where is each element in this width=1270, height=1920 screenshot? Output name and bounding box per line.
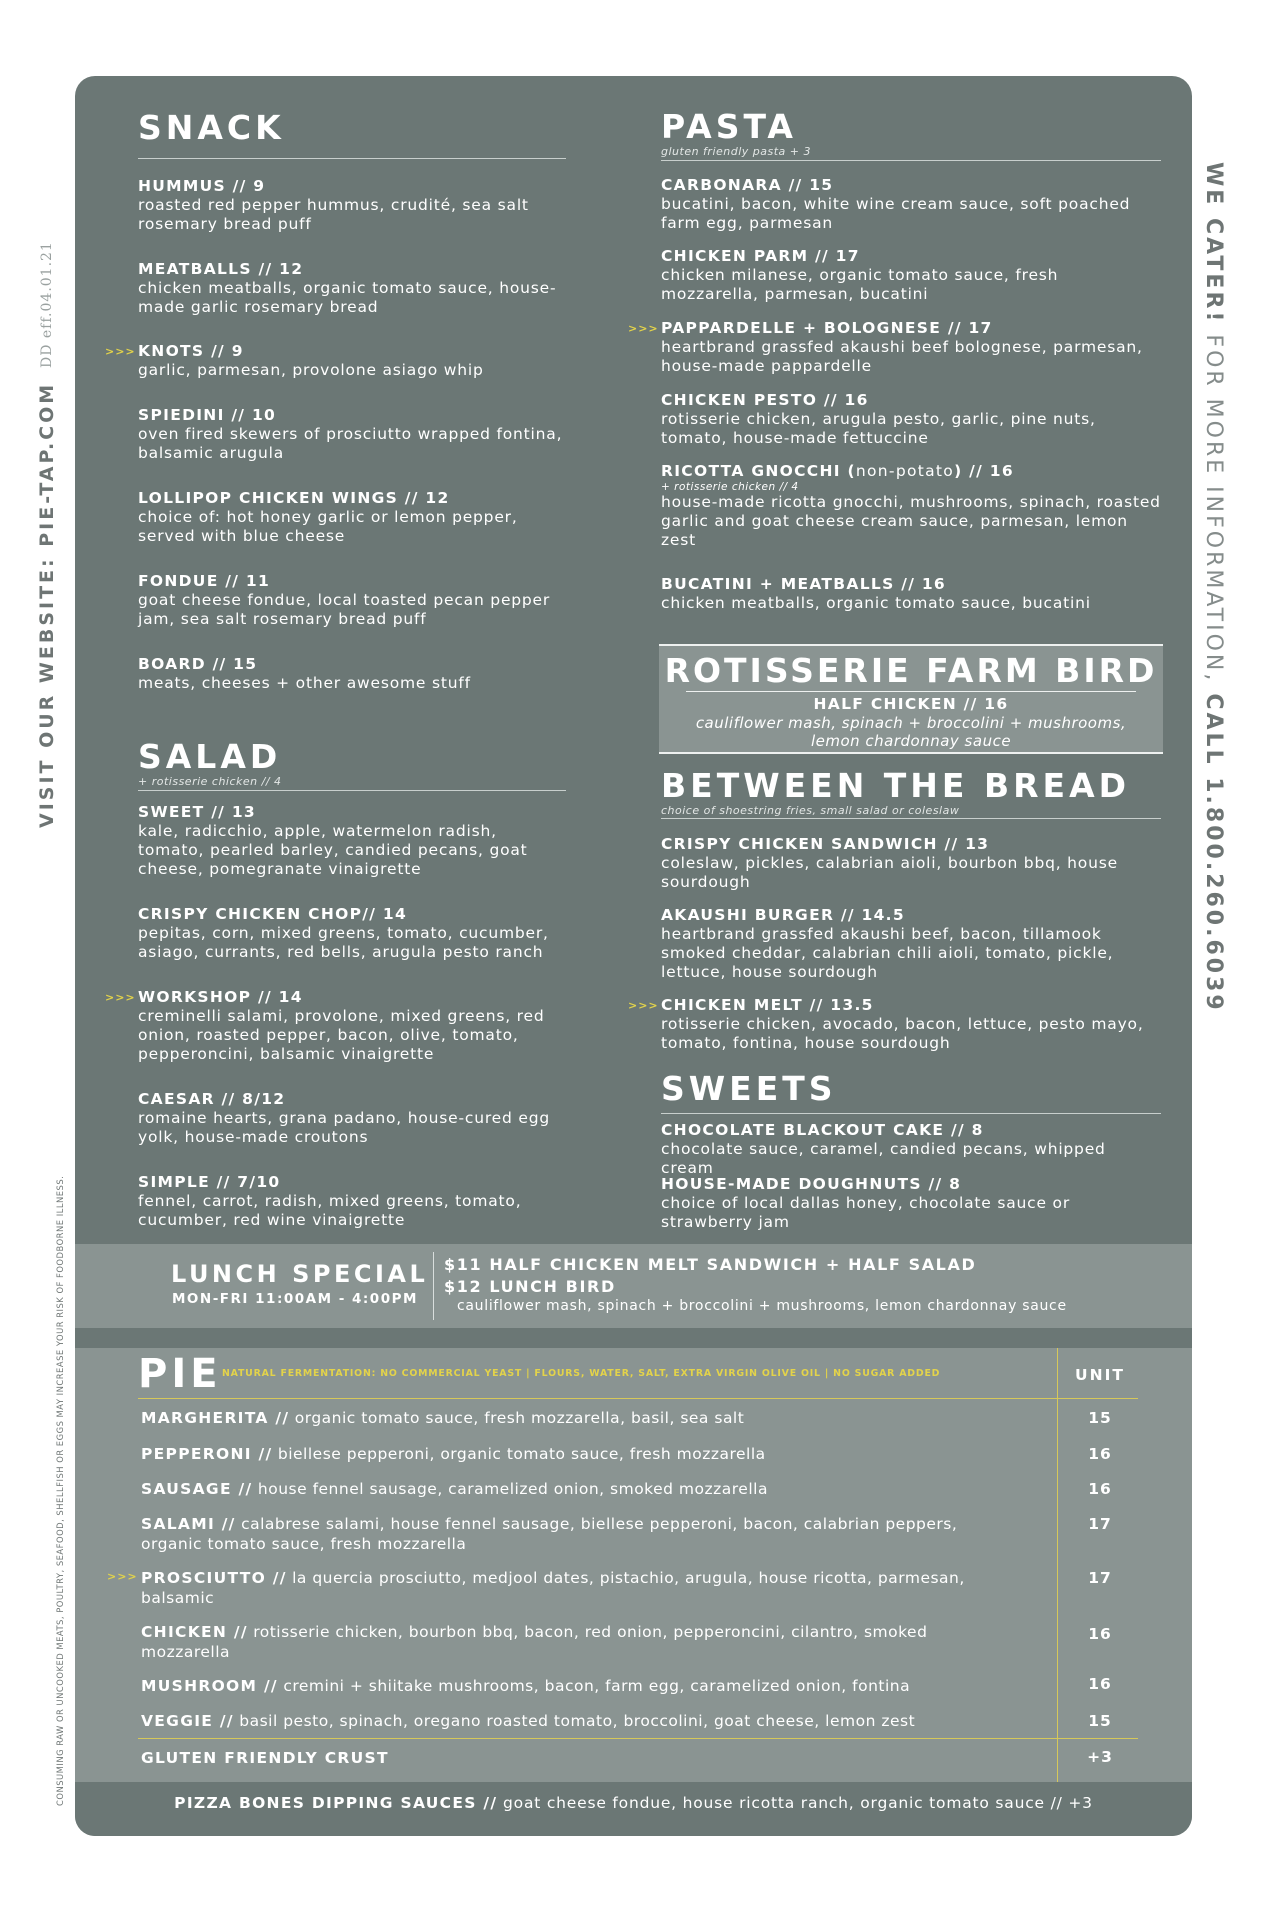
item-name: FONDUE // 11 — [138, 572, 271, 590]
menu-item — [138, 655, 566, 693]
pie-row — [141, 1479, 991, 1498]
item-subnote: + rotisserie chicken // 4 — [661, 481, 799, 493]
rotisserie-rule — [686, 691, 1136, 692]
cater-bold: WE CATER! — [1201, 162, 1226, 325]
menu-item — [661, 1175, 1161, 1232]
menu-item — [138, 1090, 566, 1147]
pie-row — [141, 1622, 991, 1662]
crust-label: GLUTEN FRIENDLY CRUST — [141, 1749, 389, 1767]
featured-arrow-icon: >>> — [107, 1570, 138, 1583]
bread-header — [661, 766, 1161, 819]
pie-row — [141, 1676, 991, 1695]
menu-item — [661, 1121, 1161, 1178]
snack-header — [138, 108, 566, 159]
item-desc: meats, cheeses + other awesome stuff — [138, 674, 471, 692]
menu-item — [105, 342, 566, 380]
website-text: VISIT OUR WEBSITE: PIE-TAP.COM — [36, 381, 58, 828]
crust-price: +3 — [1087, 1748, 1113, 1766]
pie-desc: organic tomato sauce, fresh mozzarella, basil, sea salt — [289, 1409, 745, 1427]
featured-arrow-icon: >>> — [105, 345, 136, 358]
menu-item — [105, 988, 566, 1064]
sweets-title: SWEETS — [661, 1069, 837, 1108]
rotisserie-desc: cauliflower mash, spinach + broccolini + mushrooms, — [695, 714, 1127, 732]
salad-rule — [138, 790, 566, 791]
item-name: SPIEDINI // 10 — [138, 406, 277, 424]
menu-item — [661, 835, 1161, 892]
pie-price: 16 — [1088, 1445, 1112, 1463]
bread-note: choice of shoestring fries, small salad or coleslaw — [661, 804, 960, 817]
salad-note: + rotisserie chicken // 4 — [138, 775, 282, 788]
item-name: CHICKEN MELT // 13.5 — [661, 996, 874, 1014]
menu-item — [628, 996, 1161, 1053]
pie-name: SAUSAGE // — [141, 1480, 253, 1498]
rotisserie-desc: lemon chardonnay sauce — [810, 732, 1012, 750]
bones-name: PIZZA BONES DIPPING SAUCES // — [174, 1794, 498, 1812]
item-desc: garlic, parmesan, provolone asiago whip — [138, 361, 484, 379]
catering-info — [1201, 162, 1226, 1013]
pie-desc: cremini + shiitake mushrooms, bacon, farm egg, caramelized onion, fontina — [277, 1677, 911, 1695]
item-name: CRISPY CHICKEN SANDWICH // 13 — [661, 835, 990, 853]
pie-price: 15 — [1088, 1712, 1112, 1730]
featured-arrow-icon: >>> — [628, 999, 659, 1012]
pie-price: 17 — [1088, 1569, 1112, 1587]
item-desc: rotisserie chicken, avocado, bacon, lettuce, pesto mayo, tomato, fontina, house sourdough — [661, 1015, 1144, 1052]
item-desc: romaine hearts, grana padano, house-cured egg yolk, house-made croutons — [138, 1109, 550, 1146]
lunch-title: LUNCH SPECIAL — [171, 1260, 429, 1288]
item-name: MEATBALLS // 12 — [138, 260, 304, 278]
menu-item — [138, 260, 566, 317]
pie-price: 17 — [1088, 1515, 1112, 1533]
item-name: BOARD // 15 — [138, 655, 258, 673]
item-desc: coleslaw, pickles, calabrian aioli, bourbon bbq, house sourdough — [661, 854, 1118, 891]
pie-desc: basil pesto, spinach, oregano roasted tomato, broccolini, goat cheese, lemon zest — [233, 1712, 916, 1730]
pie-price: 16 — [1088, 1480, 1112, 1498]
pie-name: CHICKEN // — [141, 1623, 248, 1641]
pie-desc: la quercia prosciutto, medjool dates, pistachio, arugula, house ricotta, parmesan, balsamic — [141, 1569, 965, 1607]
menu-item — [138, 177, 566, 234]
item-name: KNOTS // 9 — [138, 342, 244, 360]
sweets-rule — [661, 1113, 1161, 1114]
menu-item — [138, 803, 566, 879]
item-desc: heartbrand grassfed akaushi beef bolognese, parmesan, house-made pappardelle — [661, 338, 1143, 375]
item-name: HUMMUS // 9 — [138, 177, 266, 195]
menu-item — [661, 906, 1161, 982]
item-name: PAPPARDELLE + BOLOGNESE // 17 — [661, 319, 993, 337]
item-name-part: non-potato — [855, 462, 955, 480]
item-name: CHOCOLATE BLACKOUT CAKE // 8 — [661, 1121, 984, 1139]
item-desc: bucatini, bacon, white wine cream sauce, soft poached farm egg, parmesan — [661, 195, 1131, 232]
menu-item — [661, 247, 1161, 304]
lunch-line: $12 LUNCH BIRD — [444, 1277, 616, 1296]
unit-header: UNIT — [1075, 1366, 1125, 1384]
unit-divider — [1057, 1348, 1058, 1782]
lunch-desc: cauliflower mash, spinach + broccolini + mushrooms, lemon chardonnay sauce — [457, 1298, 1067, 1314]
lunch-divider — [433, 1252, 434, 1320]
pie-desc: biellese pepperoni, organic tomato sauce, fresh mozzarella — [272, 1445, 766, 1463]
menu-item — [138, 406, 566, 463]
pie-tagline: NATURAL FERMENTATION: NO COMMERCIAL YEAST | FLOURS, WATER, SALT, EXTRA VIRGIN OLIVE OIL | NO SUGAR ADDED — [222, 1368, 941, 1379]
item-name: CARBONARA // 15 — [661, 176, 834, 194]
item-desc: kale, radicchio, apple, watermelon radish, tomato, pearled barley, candied pecans, goat cheese, pomegranate vinaigrette — [138, 822, 528, 878]
sweets-header — [661, 1069, 1161, 1114]
item-name: CHICKEN PARM // 17 — [661, 247, 860, 265]
item-desc: rotisserie chicken, arugula pesto, garlic, pine nuts, tomato, house-made fettuccine — [661, 410, 1096, 447]
menu-item — [661, 575, 1161, 613]
pie-row — [141, 1444, 991, 1463]
item-name: CRISPY CHICKEN CHOP// 14 — [138, 905, 408, 923]
rotisserie-box — [659, 644, 1163, 754]
item-desc: oven fired skewers of prosciutto wrapped fontina, balsamic arugula — [138, 425, 563, 462]
crust-row — [141, 1748, 991, 1767]
pasta-note: gluten friendly pasta + 3 — [661, 145, 812, 158]
item-desc: heartbrand grassfed akaushi beef, bacon, tillamook smoked cheddar, calabrian chili aioli, tomato, pickle, lettuce, house sourdough — [661, 925, 1114, 981]
item-name: LOLLIPOP CHICKEN WINGS // 12 — [138, 489, 450, 507]
cater-rest: FOR MORE INFORMATION, — [1201, 324, 1226, 694]
item-desc: chicken milanese, organic tomato sauce, fresh mozzarella, parmesan, bucatini — [661, 266, 1059, 303]
pie-header-rule — [138, 1398, 1138, 1399]
pie-name: PROSCIUTTO // — [141, 1569, 287, 1587]
pie-title: PIE — [138, 1351, 222, 1397]
pie-row — [141, 1711, 991, 1730]
item-desc: creminelli salami, provolone, mixed greens, red onion, roasted pepper, bacon, olive, tomato, pepperoncini, balsamic vinaigrette — [138, 1007, 545, 1063]
pie-name: PEPPERONI // — [141, 1445, 273, 1463]
menu-card — [75, 76, 1192, 1836]
lunch-special — [75, 1244, 1192, 1328]
bones-desc: goat cheese fondue, house ricotta ranch, organic tomato sauce // +3 — [497, 1794, 1093, 1812]
pizza-bones — [75, 1782, 1192, 1836]
item-desc: choice of local dallas honey, chocolate sauce or strawberry jam — [661, 1194, 1070, 1231]
item-desc: chicken meatballs, organic tomato sauce, bucatini — [661, 594, 1091, 612]
pie-name: MUSHROOM // — [141, 1677, 278, 1695]
bones-line — [75, 1782, 1192, 1812]
item-name: CHICKEN PESTO // 16 — [661, 391, 869, 409]
item-name: SWEET // 13 — [138, 803, 256, 821]
menu-item — [661, 176, 1161, 233]
featured-arrow-icon: >>> — [105, 991, 136, 1004]
pie-section — [75, 1348, 1192, 1782]
pie-price: 16 — [1088, 1675, 1112, 1693]
foodborne-disclaimer: CONSUMING RAW OR UNCOOKED MEATS, POULTRY, SEAFOOD, SHELLFISH OR EGGS MAY INCREASE YOUR RISK OF FOODBORNE ILLNESS. — [55, 1175, 65, 1806]
item-desc: fennel, carrot, radish, mixed greens, tomato, cucumber, red wine vinaigrette — [138, 1192, 522, 1229]
pasta-title: PASTA — [661, 107, 797, 146]
item-name: HOUSE-MADE DOUGHNUTS // 8 — [661, 1175, 962, 1193]
pie-name: SALAMI // — [141, 1515, 236, 1533]
date-code: DD eff.04.01.21 — [39, 241, 55, 368]
rotisserie-title: ROTISSERIE FARM BIRD — [664, 651, 1158, 690]
pasta-rule — [661, 160, 1161, 161]
salad-header — [138, 737, 566, 791]
pie-row — [141, 1514, 991, 1554]
featured-arrow-icon: >>> — [628, 322, 659, 335]
pie-name: VEGGIE // — [141, 1712, 234, 1730]
item-desc: chicken meatballs, organic tomato sauce, house-made garlic rosemary bread — [138, 279, 557, 316]
pie-desc: calabrese salami, house fennel sausage, biellese pepperoni, bacon, calabrian peppers, organic tomato sauce, fresh mozzarella — [141, 1515, 958, 1553]
item-name: AKAUSHI BURGER // 14.5 — [661, 906, 905, 924]
item-desc: roasted red pepper hummus, crudité, sea salt rosemary bread puff — [138, 196, 529, 233]
menu-item — [138, 489, 566, 546]
snack-rule — [138, 158, 566, 159]
pie-row — [141, 1408, 991, 1427]
item-name-part: ) // 16 — [954, 462, 1014, 480]
menu-item — [138, 1173, 566, 1230]
bread-rule — [661, 818, 1161, 819]
item-name: CAESAR // 8/12 — [138, 1090, 286, 1108]
menu-item — [138, 572, 566, 629]
pie-row — [141, 1568, 991, 1608]
menu-item — [138, 905, 566, 962]
crust-rule — [138, 1738, 1138, 1739]
menu-item — [661, 391, 1161, 448]
snack-title: SNACK — [138, 108, 285, 147]
item-desc: chocolate sauce, caramel, candied pecans, whipped cream — [661, 1140, 1106, 1177]
item-name: BUCATINI + MEATBALLS // 16 — [661, 575, 947, 593]
menu-item — [628, 319, 1161, 376]
pasta-header — [661, 107, 1161, 161]
pie-price: 16 — [1088, 1625, 1112, 1643]
lunch-line: $11 HALF CHICKEN MELT SANDWICH + HALF SALAD — [444, 1255, 977, 1274]
item-name — [661, 462, 1161, 481]
rotisserie-item: HALF CHICKEN // 16 — [813, 695, 1009, 713]
pie-desc: house fennel sausage, caramelized onion, smoked mozzarella — [252, 1480, 768, 1498]
pie-name: MARGHERITA // — [141, 1409, 290, 1427]
salad-title: SALAD — [138, 737, 282, 776]
item-name: SIMPLE // 7/10 — [138, 1173, 281, 1191]
pie-price: 15 — [1088, 1409, 1112, 1427]
item-desc: pepitas, corn, mixed greens, tomato, cucumber, asiago, currants, red bells, arugula pesto ranch — [138, 924, 549, 961]
lunch-hours: MON-FRI 11:00AM - 4:00PM — [172, 1291, 418, 1307]
cater-phone: CALL 1.800.260.6039 — [1201, 693, 1226, 1013]
bread-title: BETWEEN THE BREAD — [661, 766, 1130, 805]
item-name-part: RICOTTA GNOCCHI ( — [661, 462, 856, 480]
menu-item — [661, 462, 1161, 550]
item-desc: goat cheese fondue, local toasted pecan pepper jam, sea salt rosemary bread puff — [138, 591, 551, 628]
item-desc: choice of: hot honey garlic or lemon pepper, served with blue cheese — [138, 508, 518, 545]
item-name: WORKSHOP // 14 — [138, 988, 303, 1006]
pie-desc: rotisserie chicken, bourbon bbq, bacon, red onion, pepperoncini, cilantro, smoked mozzarella — [141, 1623, 928, 1661]
item-desc: house-made ricotta gnocchi, mushrooms, spinach, roasted garlic and goat cheese cream sauce, parmesan, lemon zest — [661, 493, 1161, 549]
